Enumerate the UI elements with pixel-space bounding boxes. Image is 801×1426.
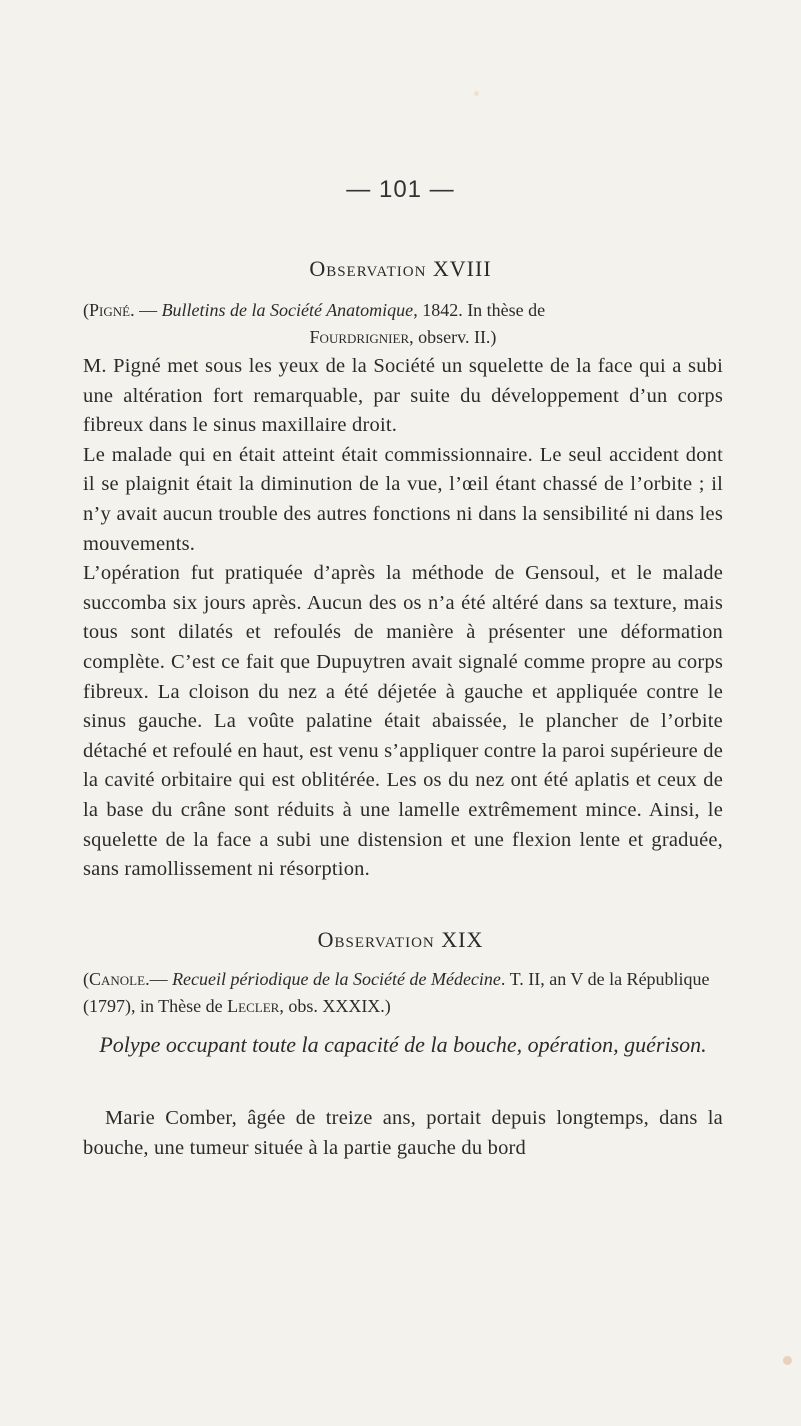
- source-rest: . T. II, an V de la République (1797), in Thèse de: [83, 969, 710, 1016]
- observation-18-source: [83, 297, 723, 351]
- source-open: (: [83, 300, 89, 320]
- paragraph: L’opération fut pratiquée d’après la méthode de Gensoul, et le malade succomba six jours après. Aucun des os n’a été altéré dans sa texture, mais tous sont dilatés et refoulés de manière à présenter une déformation complète. C’est ce fait que Dupuytren avait signalé comme propre au corps fibreux. La cloison du nez a été déjetée à gauche et appliquée contre le sinus gauche. La voûte palatine était abaissée, le plancher de l’orbite détaché et refoulé en haut, est venu s’appliquer contre la paroi supérieure de la cavité orbitaire qui est oblitérée. Les os du nez ont été aplatis et ceux de la base du crâne sont réduits à une lamelle extrêmement mince. Ainsi, le squelette de la face a subi une distension et une flexion lente et graduée, sans ramollissement ni résorption.: [83, 562, 723, 881]
- source-author: Pigné: [89, 300, 131, 320]
- source-thesis-author: Fourdrignier: [309, 327, 410, 347]
- observation-19-heading: Observation XIX: [317, 927, 484, 952]
- source-dash: . —: [130, 300, 162, 320]
- source-thesis-author: Lecler: [227, 996, 280, 1016]
- observation-19-source: [83, 966, 723, 1020]
- observation-19-body: [83, 1104, 723, 1163]
- paper-stain: [783, 1356, 792, 1365]
- observation-18-heading: Observation XVIII: [309, 256, 492, 281]
- source-end: , observ. II.): [409, 327, 497, 347]
- source-title: Bulletins de la Société Anatomique: [161, 300, 414, 320]
- source-title: Recueil périodique de la Société de Médecine: [172, 969, 501, 989]
- paragraph: M. Pigné met sous les yeux de la Société un squelette de la face qui a subi une altération fort remarquable, par suite du développement d’un corps fibreux dans le sinus maxillaire droit.: [83, 355, 723, 437]
- observation-19-subtitle: Polype occupant toute la capacité de la bouche, opération, guérison.: [99, 1032, 707, 1057]
- source-rest: , 1842. In thèse de: [413, 300, 546, 320]
- source-author: Canole: [89, 969, 146, 989]
- paper-stain: [474, 91, 479, 96]
- paragraph: Le malade qui en était atteint était commissionnaire. Le seul accident dont il se plaignit était la diminution de la vue, l’œil étant chassé de l’orbite ; il n’y avait aucun trouble des autres fonctions ni dans la sensibilité ni dans les mouvements.: [83, 443, 723, 555]
- source-end: , obs. XXXIX.): [279, 996, 391, 1016]
- observation-18-body: [83, 352, 723, 885]
- source-dash: .—: [145, 969, 173, 989]
- page-number: — 101 —: [346, 176, 455, 203]
- source-open: (: [83, 969, 89, 989]
- paragraph: Marie Comber, âgée de treize ans, portait depuis longtemps, dans la bouche, une tumeur située à la partie gauche du bord: [83, 1107, 723, 1159]
